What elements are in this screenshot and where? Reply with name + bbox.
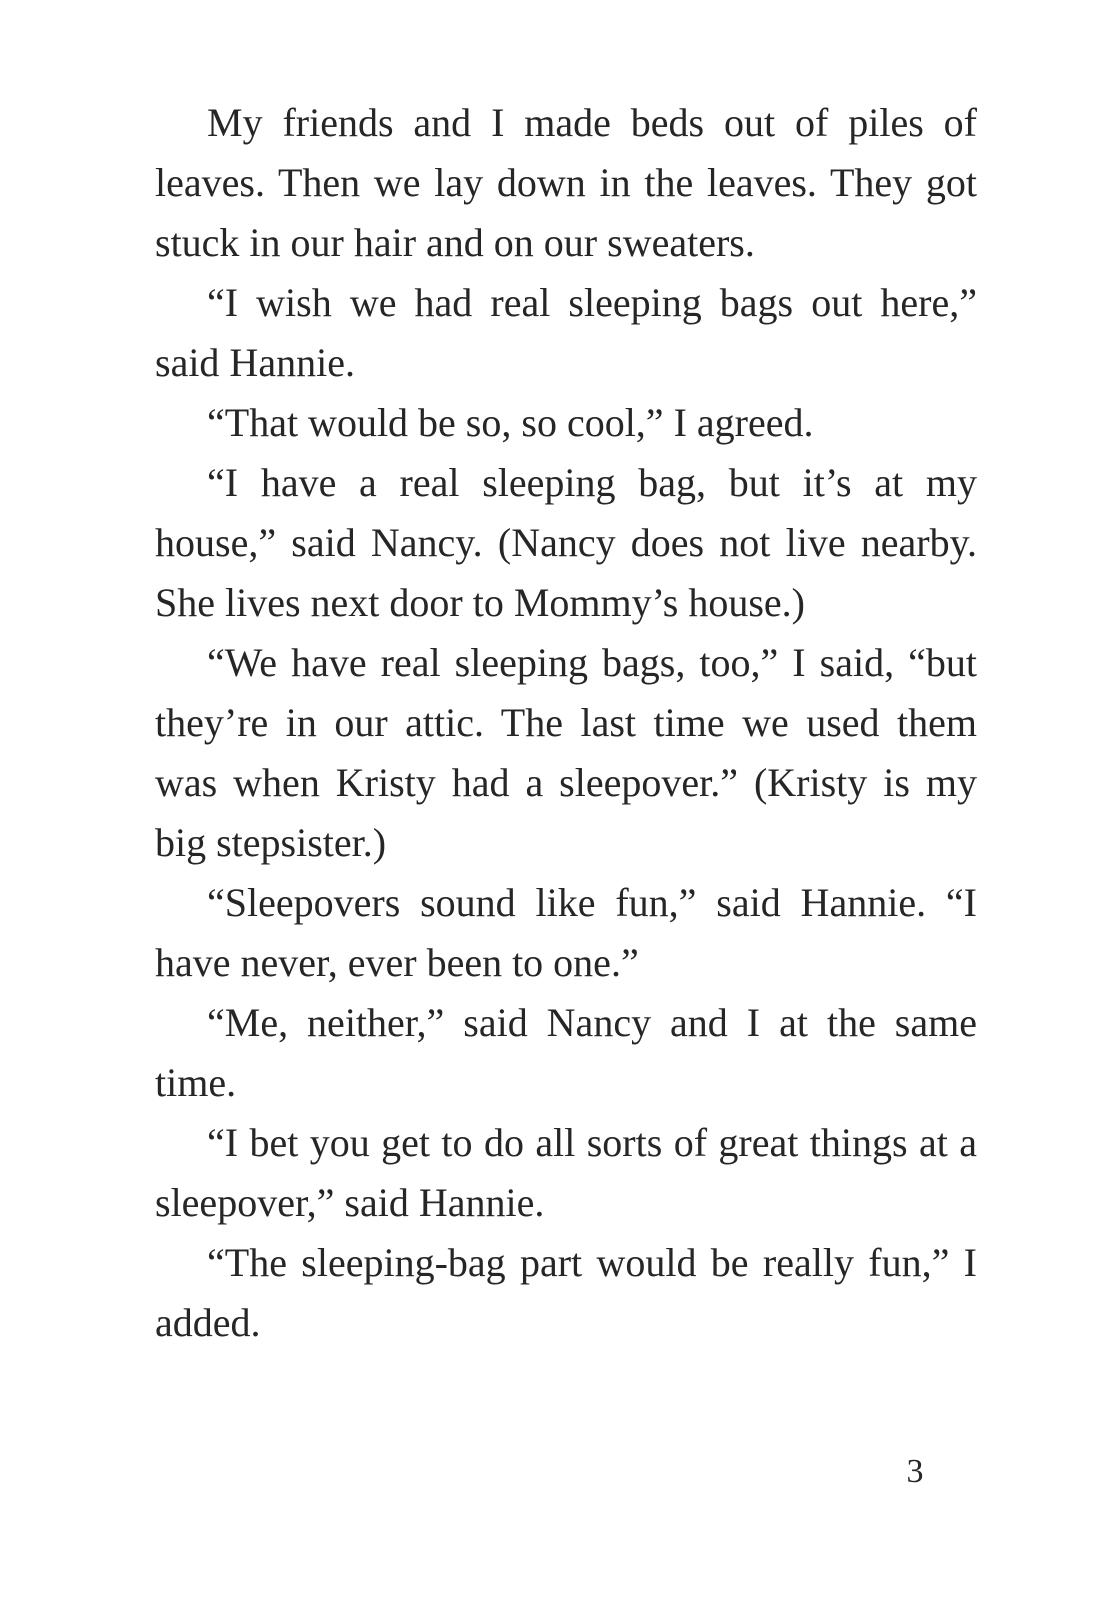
- page-number: 3: [906, 1453, 924, 1490]
- paragraph: “Sleepovers sound like fun,” said Hannie. “I have never, ever been to one.”: [155, 880, 977, 985]
- paragraph: My friends and I made beds out of piles of leaves. Then we lay down in the leaves. They got stuck in our hair and on our sweaters.: [155, 100, 977, 265]
- paragraph: “The sleeping-bag part would be really fun,” I added.: [155, 1240, 977, 1345]
- paragraph: “Me, neither,” said Nancy and I at the same time.: [155, 1000, 977, 1105]
- paragraph: “I bet you get to do all sorts of great things at a sleepover,” said Hannie.: [155, 1120, 977, 1225]
- body-text: [155, 93, 977, 1353]
- paragraph: “I wish we had real sleeping bags out here,” said Hannie.: [155, 280, 977, 385]
- paragraph: “We have real sleeping bags, too,” I said, “but they’re in our attic. The last time we used them was when Kristy had a sleepover.” (Kristy is my big stepsister.): [155, 640, 977, 865]
- paragraph: “That would be so, so cool,” I agreed.: [207, 400, 814, 445]
- paragraph: “I have a real sleeping bag, but it’s at my house,” said Nancy. (Nancy does not live nearby. She lives next door to Mommy’s house.): [155, 460, 977, 625]
